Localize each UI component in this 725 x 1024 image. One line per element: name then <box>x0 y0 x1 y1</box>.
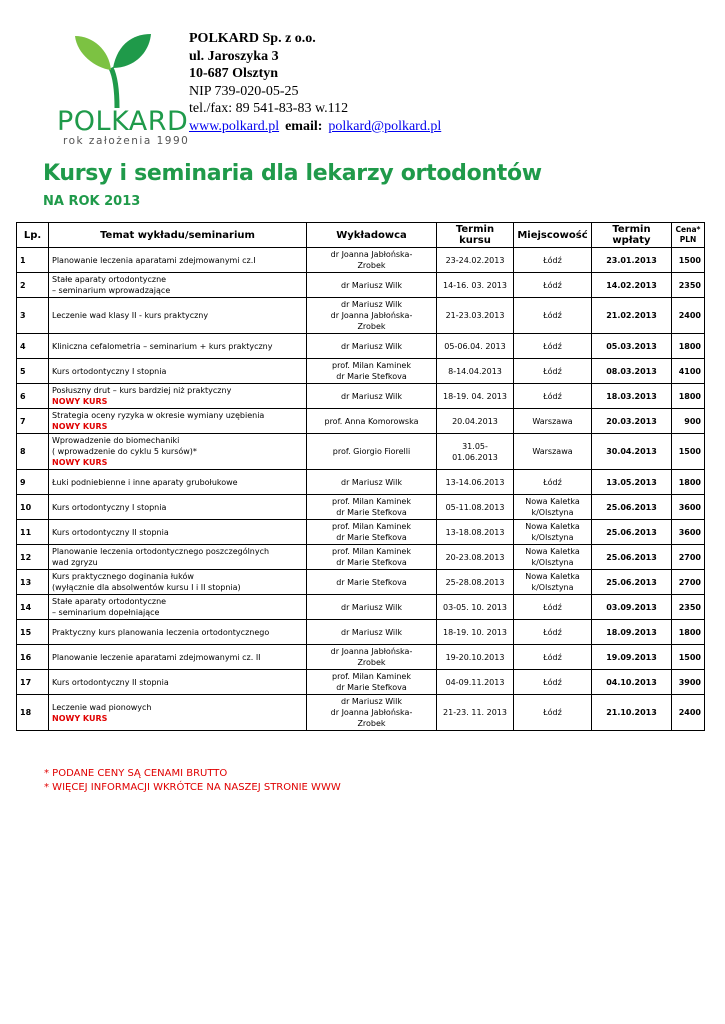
company-name: POLKARD Sp. z o.o. <box>189 31 316 46</box>
place-line: Łódź <box>543 677 562 687</box>
cell-lp: 13 <box>17 570 49 595</box>
new-course-badge: NOWY KURS <box>52 397 108 406</box>
cell-date <box>437 409 514 434</box>
date-line: 05-11.08.2013 <box>445 502 505 512</box>
cell-lecturer <box>307 645 437 670</box>
topic-line: wad zgryzu <box>52 558 98 567</box>
cell-topic <box>49 695 307 731</box>
place-line: k/Olsztyna <box>531 508 574 517</box>
cell-lecturer <box>307 384 437 409</box>
topic-line: Praktyczny kurs planowania leczenia ortodontycznego <box>52 627 270 637</box>
lecturer-line: dr Mariusz Wilk <box>340 341 403 351</box>
topic-line: Strategia oceny ryzyka w okresie wymiany uzębienia <box>52 411 265 420</box>
date-line: 31.05- <box>462 441 488 451</box>
cell-payment: 14.02.2013 <box>592 273 672 298</box>
cell-date <box>437 695 514 731</box>
lecturer-line: dr Mariusz Wilk <box>340 280 403 290</box>
cell-topic <box>49 620 307 645</box>
table-row <box>17 298 705 334</box>
cell-price: 3600 <box>672 495 705 520</box>
cell-lp: 17 <box>17 670 49 695</box>
topic-line: Planowanie leczenie aparatami zdejmowanymi cz. II <box>52 652 261 662</box>
cell-payment: 25.06.2013 <box>592 495 672 520</box>
cell-place <box>514 384 592 409</box>
cell-date <box>437 495 514 520</box>
company-contact-line <box>189 118 441 136</box>
topic-line: Kurs ortodontyczny I stopnia <box>52 366 167 376</box>
cell-payment: 21.02.2013 <box>592 298 672 334</box>
date-line: 13-18.08.2013 <box>445 527 505 537</box>
lecturer-line: dr Marie Stefkova <box>336 683 407 692</box>
cell-price: 2350 <box>672 273 705 298</box>
date-line: 21-23. 11. 2013 <box>443 708 507 717</box>
topic-line: Kurs ortodontyczny I stopnia <box>52 502 167 512</box>
date-line: 20.04.2013 <box>452 416 498 426</box>
place-line: Łódź <box>543 627 562 637</box>
lecturer-line: dr Joanna Jabłońska- <box>330 311 413 320</box>
cell-date <box>437 520 514 545</box>
table-row <box>17 359 705 384</box>
cell-place <box>514 359 592 384</box>
cell-price: 1800 <box>672 470 705 495</box>
cell-price: 3600 <box>672 520 705 545</box>
cell-payment: 13.05.2013 <box>592 470 672 495</box>
cell-lp: 6 <box>17 384 49 409</box>
header-price <box>672 223 705 248</box>
company-city: 10-687 Olsztyn <box>189 66 279 81</box>
topic-line: (wyłącznie dla absolwentów kursu I i II stopnia) <box>52 583 241 592</box>
cell-price: 3900 <box>672 670 705 695</box>
lecturer-line: dr Mariusz Wilk <box>340 477 403 487</box>
cell-payment: 21.10.2013 <box>592 695 672 731</box>
table-row <box>17 384 705 409</box>
cell-lecturer <box>307 620 437 645</box>
cell-lecturer <box>307 434 437 470</box>
polkard-logo <box>55 28 190 153</box>
cell-place <box>514 298 592 334</box>
cell-lp: 9 <box>17 470 49 495</box>
header-date: Termin kursu <box>437 223 514 248</box>
lecturer-line: dr Mariusz Wilk <box>340 697 403 706</box>
cell-place <box>514 434 592 470</box>
cell-lecturer <box>307 520 437 545</box>
new-course-badge: NOWY KURS <box>52 458 108 467</box>
place-line: Nowa Kaletka <box>525 522 580 531</box>
email-link[interactable]: polkard@polkard.pl <box>328 118 442 134</box>
date-line: 05-06.04. 2013 <box>444 341 506 351</box>
cell-date <box>437 434 514 470</box>
lecturer-line: prof. Milan Kaminek <box>332 497 411 506</box>
cell-place <box>514 248 592 273</box>
company-nip: NIP 739-020-05-25 <box>189 83 299 99</box>
footnotes <box>44 767 341 795</box>
cell-lp: 2 <box>17 273 49 298</box>
cell-date <box>437 645 514 670</box>
cell-price: 1500 <box>672 645 705 670</box>
cell-lecturer <box>307 273 437 298</box>
header-payment: Termin wpłaty <box>592 223 672 248</box>
cell-payment: 18.09.2013 <box>592 620 672 645</box>
table-row <box>17 273 705 298</box>
table-row <box>17 495 705 520</box>
header-price-line1: Cena* <box>675 225 701 234</box>
cell-price: 2700 <box>672 545 705 570</box>
cell-lp: 16 <box>17 645 49 670</box>
place-line: Łódź <box>543 366 562 376</box>
cell-price: 1800 <box>672 620 705 645</box>
table-header-row <box>17 223 705 248</box>
place-line: Nowa Kaletka <box>525 572 580 581</box>
cell-topic <box>49 334 307 359</box>
cell-lp: 5 <box>17 359 49 384</box>
cell-topic <box>49 520 307 545</box>
cell-place <box>514 695 592 731</box>
topic-line: Kurs praktycznego doginania łuków <box>52 572 194 581</box>
sprout-icon <box>55 28 185 108</box>
cell-payment: 25.06.2013 <box>592 545 672 570</box>
cell-price: 2350 <box>672 595 705 620</box>
cell-topic <box>49 470 307 495</box>
lecturer-line: prof. Milan Kaminek <box>332 522 411 531</box>
cell-lp: 8 <box>17 434 49 470</box>
topic-line: Leczenie wad pionowych <box>52 702 152 712</box>
cell-topic <box>49 545 307 570</box>
place-line: Łódź <box>543 652 562 662</box>
cell-lp: 3 <box>17 298 49 334</box>
cell-date <box>437 545 514 570</box>
topic-line: Planowanie leczenia ortodontycznego poszczególnych <box>52 547 270 556</box>
courses-table <box>16 222 705 731</box>
table-row <box>17 248 705 273</box>
place-line: Warszawa <box>532 416 573 426</box>
new-course-badge: NOWY KURS <box>52 422 108 431</box>
cell-date <box>437 595 514 620</box>
cell-topic <box>49 595 307 620</box>
lecturer-line: Zrobek <box>357 322 386 331</box>
cell-lp: 10 <box>17 495 49 520</box>
place-line: k/Olsztyna <box>531 583 574 592</box>
cell-date <box>437 670 514 695</box>
cell-place <box>514 495 592 520</box>
lecturer-line: dr Marie Stefkova <box>336 508 407 517</box>
lecturer-line: dr Joanna Jabłońska- <box>330 250 413 259</box>
table-row <box>17 520 705 545</box>
cell-payment: 18.03.2013 <box>592 384 672 409</box>
cell-place <box>514 570 592 595</box>
cell-date <box>437 248 514 273</box>
cell-lp: 4 <box>17 334 49 359</box>
logo-wordmark: POLKARD <box>57 106 189 137</box>
date-line: 18-19. 04. 2013 <box>443 391 507 401</box>
cell-lp: 14 <box>17 595 49 620</box>
cell-payment: 05.03.2013 <box>592 334 672 359</box>
cell-place <box>514 520 592 545</box>
lecturer-line: dr Mariusz Wilk <box>340 300 403 309</box>
table-row <box>17 570 705 595</box>
cell-place <box>514 545 592 570</box>
topic-line: ( wprowadzenie do cyklu 5 kursów)* <box>52 447 197 456</box>
cell-place <box>514 409 592 434</box>
new-course-badge: NOWY KURS <box>52 713 108 723</box>
company-address <box>189 30 441 135</box>
cell-date <box>437 470 514 495</box>
cell-payment: 23.01.2013 <box>592 248 672 273</box>
place-line: Warszawa <box>532 447 573 456</box>
lecturer-line: Zrobek <box>357 261 386 270</box>
lecturer-line: Zrobek <box>357 658 386 667</box>
website-link[interactable]: www.polkard.pl <box>189 118 280 134</box>
cell-topic <box>49 645 307 670</box>
cell-place <box>514 273 592 298</box>
date-line: 03-05. 10. 2013 <box>443 602 507 612</box>
lecturer-line: dr Joanna Jabłońska- <box>330 708 413 717</box>
place-line: Łódź <box>543 708 562 717</box>
cell-topic <box>49 434 307 470</box>
date-line: 14-16. 03. 2013 <box>443 280 507 290</box>
cell-lp: 11 <box>17 520 49 545</box>
cell-place <box>514 470 592 495</box>
topic-line: Łuki podniebienne i inne aparaty grubołukowe <box>52 477 238 487</box>
footnote-prices: * PODANE CENY SĄ CENAMI BRUTTO <box>44 768 228 779</box>
lecturer-line: dr Marie Stefkova <box>336 558 407 567</box>
cell-price: 900 <box>672 409 705 434</box>
cell-price: 1500 <box>672 248 705 273</box>
cell-place <box>514 334 592 359</box>
page-title: Kursy i seminaria dla lekarzy ortodontów <box>43 161 542 186</box>
lecturer-line: dr Marie Stefkova <box>336 533 407 542</box>
cell-payment: 19.09.2013 <box>592 645 672 670</box>
date-line: 18-19. 10. 2013 <box>443 627 507 637</box>
header-topic: Temat wykładu/seminarium <box>49 223 307 248</box>
table-row <box>17 409 705 434</box>
cell-lecturer <box>307 545 437 570</box>
cell-date <box>437 570 514 595</box>
cell-date <box>437 620 514 645</box>
cell-lecturer <box>307 570 437 595</box>
table-row <box>17 470 705 495</box>
table-row <box>17 695 705 731</box>
topic-line: Kurs ortodontyczny II stopnia <box>52 677 169 687</box>
company-street: ul. Jaroszyka 3 <box>189 48 279 64</box>
cell-lecturer <box>307 298 437 334</box>
lecturer-line: dr Mariusz Wilk <box>340 627 403 637</box>
cell-price: 2400 <box>672 298 705 334</box>
date-line: 8-14.04.2013 <box>448 366 502 376</box>
cell-payment: 25.06.2013 <box>592 570 672 595</box>
cell-payment: 03.09.2013 <box>592 595 672 620</box>
cell-date <box>437 298 514 334</box>
cell-lecturer <box>307 409 437 434</box>
cell-topic <box>49 670 307 695</box>
cell-lp: 15 <box>17 620 49 645</box>
lecturer-line: dr Joanna Jabłońska- <box>330 647 413 656</box>
cell-price: 4100 <box>672 359 705 384</box>
table-row <box>17 670 705 695</box>
table-row <box>17 595 705 620</box>
cell-topic <box>49 409 307 434</box>
topic-line: Stałe aparaty ortodontyczne <box>52 275 167 284</box>
cell-price: 2400 <box>672 695 705 731</box>
cell-lp: 12 <box>17 545 49 570</box>
cell-payment: 25.06.2013 <box>592 520 672 545</box>
place-line: Nowa Kaletka <box>525 497 580 506</box>
table-row <box>17 545 705 570</box>
header-lecturer: Wykładowca <box>307 223 437 248</box>
cell-payment: 30.04.2013 <box>592 434 672 470</box>
cell-topic <box>49 384 307 409</box>
cell-payment: 04.10.2013 <box>592 670 672 695</box>
place-line: Łódź <box>543 255 562 265</box>
topic-line: – seminarium dopełniające <box>52 608 160 617</box>
cell-place <box>514 595 592 620</box>
topic-line: Wprowadzenie do biomechaniki <box>52 436 180 445</box>
cell-lecturer <box>307 670 437 695</box>
cell-lecturer <box>307 248 437 273</box>
topic-line: – seminarium wprowadzające <box>52 286 171 295</box>
table-row <box>17 620 705 645</box>
cell-date <box>437 359 514 384</box>
place-line: k/Olsztyna <box>531 533 574 542</box>
cell-topic <box>49 298 307 334</box>
header-place: Miejscowość <box>514 223 592 248</box>
date-line: 21-23.03.2013 <box>445 311 505 320</box>
cell-lecturer <box>307 470 437 495</box>
cell-date <box>437 334 514 359</box>
cell-price: 2700 <box>672 570 705 595</box>
lecturer-line: prof. Milan Kaminek <box>332 547 411 556</box>
header-price-line2: PLN <box>679 235 697 244</box>
date-line: 20-23.08.2013 <box>445 552 505 562</box>
cell-place <box>514 670 592 695</box>
cell-topic <box>49 248 307 273</box>
lecturer-line: dr Mariusz Wilk <box>340 391 403 401</box>
email-label: email: <box>285 118 323 134</box>
lecturer-line: dr Marie Stefkova <box>336 577 407 587</box>
place-line: Łódź <box>543 311 562 320</box>
cell-topic <box>49 359 307 384</box>
cell-topic <box>49 273 307 298</box>
topic-line: Planowanie leczenia aparatami zdejmowanymi cz.I <box>52 255 256 265</box>
company-phone: tel./fax: 89 541-83-83 w.112 <box>189 101 349 116</box>
lecturer-line: prof. Milan Kaminek <box>332 361 411 370</box>
header-lp: Lp. <box>17 223 49 248</box>
footnote-info: * WIĘCEJ INFORMACJI WKRÓTCE NA NASZEJ STRONIE WWW <box>44 782 341 793</box>
place-line: Łódź <box>543 391 562 401</box>
page-subtitle: NA ROK 2013 <box>43 194 141 209</box>
cell-payment: 20.03.2013 <box>592 409 672 434</box>
topic-line: Leczenie wad klasy II - kurs praktyczny <box>52 311 209 320</box>
date-line: 13-14.06.2013 <box>445 477 505 487</box>
logo-tagline: rok założenia 1990 <box>63 135 190 147</box>
table-row <box>17 645 705 670</box>
cell-lp: 1 <box>17 248 49 273</box>
date-line: 01.06.2013 <box>452 452 498 462</box>
cell-lp: 18 <box>17 695 49 731</box>
table-row <box>17 434 705 470</box>
cell-lecturer <box>307 359 437 384</box>
cell-date <box>437 273 514 298</box>
date-line: 19-20.10.2013 <box>445 652 505 662</box>
cell-payment: 08.03.2013 <box>592 359 672 384</box>
cell-lecturer <box>307 495 437 520</box>
topic-line: Stałe aparaty ortodontyczne <box>52 597 167 606</box>
lecturer-line: prof. Milan Kaminek <box>332 672 411 681</box>
lecturer-line: dr Mariusz Wilk <box>340 602 403 612</box>
lecturer-line: prof. Anna Komorowska <box>324 416 419 426</box>
cell-price: 1800 <box>672 384 705 409</box>
topic-line: Kurs ortodontyczny II stopnia <box>52 527 169 537</box>
date-line: 25-28.08.2013 <box>445 577 505 587</box>
cell-lecturer <box>307 334 437 359</box>
place-line: Łódź <box>543 280 562 290</box>
cell-topic <box>49 495 307 520</box>
date-line: 04-09.11.2013 <box>445 677 505 687</box>
place-line: Łódź <box>543 341 562 351</box>
table-row <box>17 334 705 359</box>
place-line: Łódź <box>543 602 562 612</box>
topic-line: Kliniczna cefalometria – seminarium + kurs praktyczny <box>52 341 273 351</box>
cell-lecturer <box>307 695 437 731</box>
cell-lecturer <box>307 595 437 620</box>
lecturer-line: prof. Giorgio Fiorelli <box>332 447 411 456</box>
cell-price: 1800 <box>672 334 705 359</box>
place-line: k/Olsztyna <box>531 558 574 567</box>
date-line: 23-24.02.2013 <box>445 255 505 265</box>
lecturer-line: dr Marie Stefkova <box>336 372 407 381</box>
cell-topic <box>49 570 307 595</box>
cell-place <box>514 620 592 645</box>
place-line: Nowa Kaletka <box>525 547 580 556</box>
cell-lp: 7 <box>17 409 49 434</box>
cell-place <box>514 645 592 670</box>
lecturer-line: Zrobek <box>357 719 386 728</box>
cell-price: 1500 <box>672 434 705 470</box>
topic-line: Posłuszny drut – kurs bardziej niż praktyczny <box>52 386 232 395</box>
place-line: Łódź <box>543 477 562 487</box>
cell-date <box>437 384 514 409</box>
